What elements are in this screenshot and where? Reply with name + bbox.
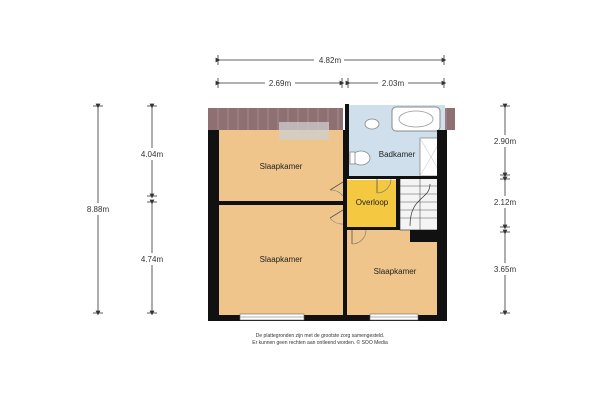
left-top-label: 4.04m — [140, 150, 164, 159]
dimension-right-bottom — [489, 232, 521, 313]
dimension-total-width — [218, 54, 444, 66]
right-top-label: 2.90m — [493, 137, 517, 146]
toilet — [350, 151, 370, 165]
total-depth-label: 8.88m — [86, 205, 110, 214]
total-width-label: 4.82m — [318, 56, 342, 65]
sink — [365, 119, 379, 129]
label-slaapkamer-large: Slaapkamer — [259, 255, 303, 264]
dimension-left-width — [218, 77, 342, 89]
label-slaapkamer-top: Slaapkamer — [259, 162, 303, 171]
right-width-label: 2.03m — [381, 79, 405, 88]
left-bottom-label: 4.74m — [140, 255, 164, 264]
skylight — [279, 122, 329, 140]
left-width-label: 2.69m — [268, 79, 292, 88]
label-overloop: Overloop — [355, 198, 389, 207]
right-bottom-label: 3.65m — [493, 265, 517, 274]
disclaimer-line-1: De plattegronden zijn met de grootste zorg samengesteld. — [255, 333, 385, 339]
right-middle-label: 2.12m — [493, 198, 517, 207]
dimension-left-top — [136, 106, 168, 196]
dimension-right-middle — [489, 179, 521, 227]
label-slaapkamer-right: Slaapkamer — [373, 267, 417, 276]
dimension-left-bottom — [136, 202, 168, 313]
dimension-right-top — [489, 106, 521, 175]
window-bottom-right — [370, 314, 418, 320]
label-badkamer: Badkamer — [378, 150, 416, 159]
bathtub — [392, 107, 440, 131]
window-bottom-left — [240, 314, 304, 320]
disclaimer-line-2: Er kunnen geen rechten aan ontleend worden. © SOO Media — [252, 339, 388, 346]
disclaimer — [190, 333, 450, 346]
staircase — [400, 178, 440, 230]
dimension-total-depth — [82, 106, 114, 313]
dimension-right-width — [348, 77, 444, 89]
